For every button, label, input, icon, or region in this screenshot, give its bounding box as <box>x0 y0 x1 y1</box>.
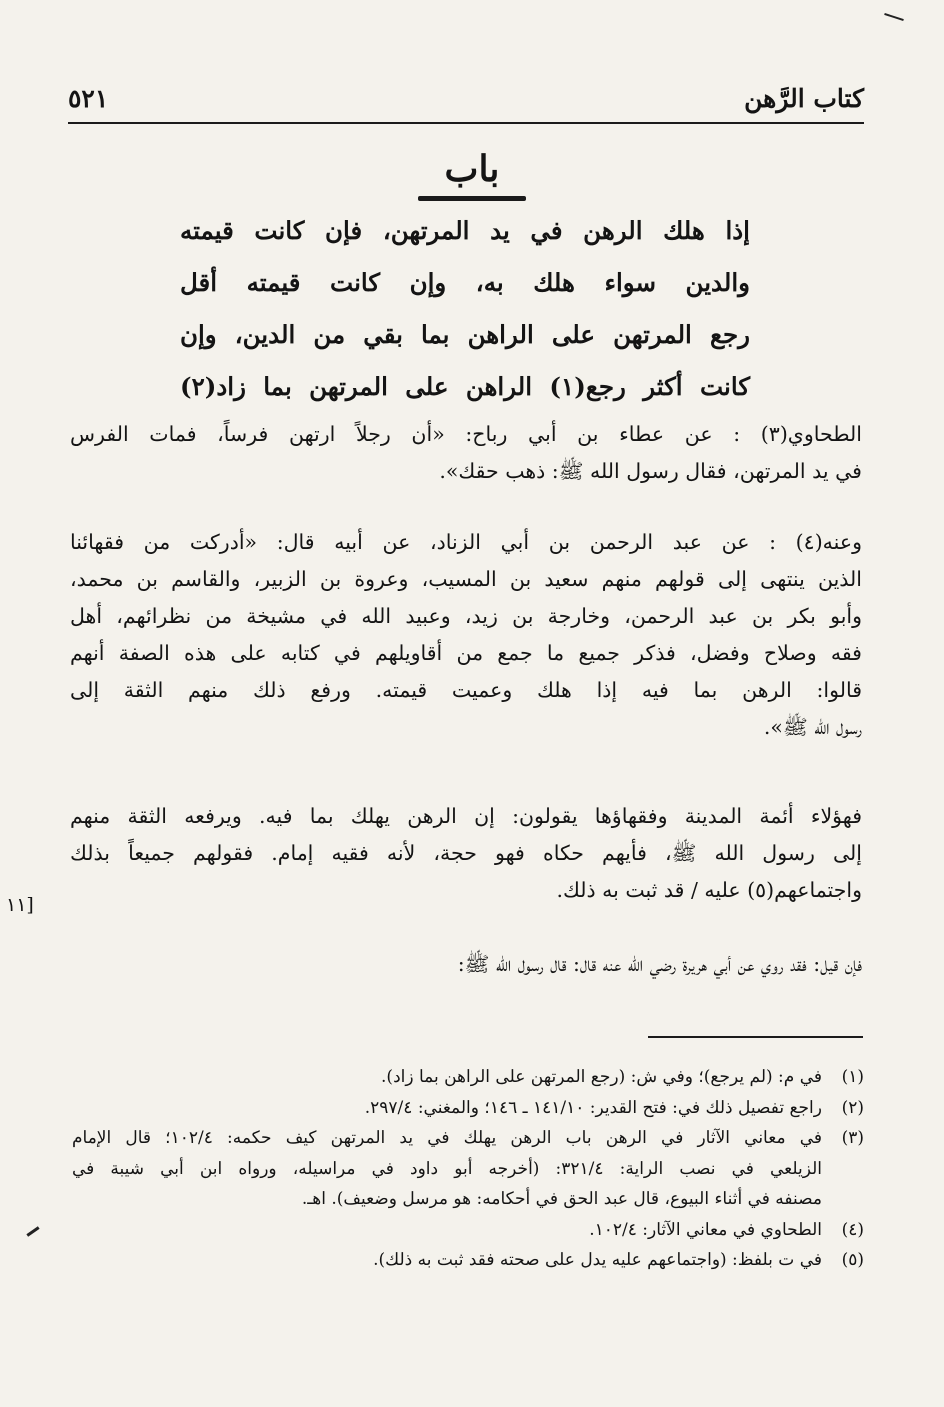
text-line: رسول الله ﷺ». <box>763 715 862 739</box>
footnote-text: الطحاوي في معاني الآثار: ١٠٢/٤. <box>589 1219 822 1240</box>
text-line: فإن قيل: فقد روي عن أبي هريرة رضي الله عنه قال: قال رسول الله ﷺ: <box>457 952 862 976</box>
footnote-text: مصنفه في أثناء البيوع، قال عبد الحق في أحكامه: هو مرسل وضعيف). اهـ. <box>301 1189 822 1209</box>
footnote-number: (١) <box>841 1067 864 1087</box>
header-title: كتاب الرَّهن <box>744 84 864 113</box>
footnote-number: (٥) <box>841 1250 864 1270</box>
footnote-number: (٢) <box>841 1097 864 1118</box>
text-line: وعنه(٤) : عن عبد الرحمن بن أبي الزناد، عن أبيه قال: «أدركت من فقهائنا <box>70 530 862 554</box>
chapter-title-line: كانت أكثر رجع(١) الراهن على المرتهن بما زاد(٢) <box>180 372 750 401</box>
chapter-label: باب <box>444 148 500 190</box>
footnotes <box>72 1062 864 1276</box>
footnote-text: في ت بلفظ: (واجتماعهم عليه يدل على صحته فقد ثبت به ذلك). <box>373 1250 822 1270</box>
chapter-title-line: إذا هلك الرهن في يد المرتهن، فإن كانت قيمته <box>180 216 750 245</box>
footnote-number: (٣) <box>841 1128 864 1148</box>
paragraph-abu-zinad <box>70 524 862 746</box>
paragraph-madina-imams <box>70 798 862 909</box>
chapter-title <box>180 205 750 413</box>
pen-mark <box>26 1226 39 1236</box>
paragraph-tahawi <box>70 416 862 490</box>
text-line: قالوا: الرهن بما فيه إذا هلك وعميت قيمته. ورفع ذلك منهم الثقة إلى <box>70 678 862 702</box>
footnote <box>72 1215 864 1246</box>
footnote-separator <box>648 1036 863 1038</box>
footnote-text: راجع تفصيل ذلك في: فتح القدير: ١٤١/١٠ ـ ١٤٦؛ والمغني: ٢٩٧/٤. <box>364 1097 822 1118</box>
running-header <box>68 82 864 124</box>
footnote <box>72 1093 864 1124</box>
text-line: فهؤلاء أئمة المدينة وفقهاؤها يقولون: إن الرهن يهلك بما فيه. ويرفعه الثقة منهم <box>70 804 862 828</box>
footnote <box>72 1062 864 1093</box>
text-line: وأبو بكر بن عبد الرحمن، وخارجة بن زيد، وعبيد الله في مشيخة من نظرائهم، أهل <box>70 604 862 628</box>
text-line: الذين ينتهى إلى قولهم منهم سعيد بن المسيب، وعروة بن الزبير، والقاسم بن محمد، <box>70 567 862 591</box>
chapter-title-line: رجع المرتهن على الراهن بما بقي من الدين، وإن <box>180 320 750 349</box>
text-line: فقه وصلاح وفضل، فذكر جميع ما جمع من أقاويلهم في كتابه على هذه الصفة أنهم <box>70 641 862 665</box>
pen-mark <box>884 13 904 21</box>
footnote-number: (٤) <box>841 1219 864 1240</box>
chapter-underline <box>418 196 526 201</box>
footnote <box>72 1245 864 1276</box>
chapter-title-line: والدين سواء هلك به، وإن كانت قيمته أقل <box>180 268 750 297</box>
footnote <box>72 1123 864 1215</box>
footnote-text: في م: (لم يرجع)؛ وفي ش: (رجع المرتهن على الراهن بما زاد). <box>381 1067 822 1087</box>
text-line: في يد المرتهن، فقال رسول الله ﷺ: ذهب حقك». <box>439 459 862 483</box>
paragraph-objection <box>70 946 862 983</box>
footnote-text: الزيلعي في نصب الراية: ٣٢١/٤: (أخرجه أبو داود في مراسيله، ورواه ابن أبي شيبة في <box>72 1158 823 1179</box>
text-line: واجتماعهم(٥) عليه / قد ثبت به ذلك. <box>556 878 862 902</box>
footnote-text: في معاني الآثار في الرهن باب الرهن يهلك في يد المرتهن كيف حكمه: ١٠٢/٤؛ قال الإمام <box>72 1128 822 1148</box>
margin-page-marker: [١١ <box>6 894 34 916</box>
page-number: ٥٢١ <box>68 84 109 113</box>
text-line: إلى رسول الله ﷺ، فأيهم حكاه فهو حجة، لأنه فقيه إمام. فقولهم جميعاً بذلك <box>70 841 862 865</box>
text-line: الطحاوي(٣) : عن عطاء بن أبي رباح: «أن رجلاً ارتهن فرساً، فمات الفرس <box>70 422 862 446</box>
